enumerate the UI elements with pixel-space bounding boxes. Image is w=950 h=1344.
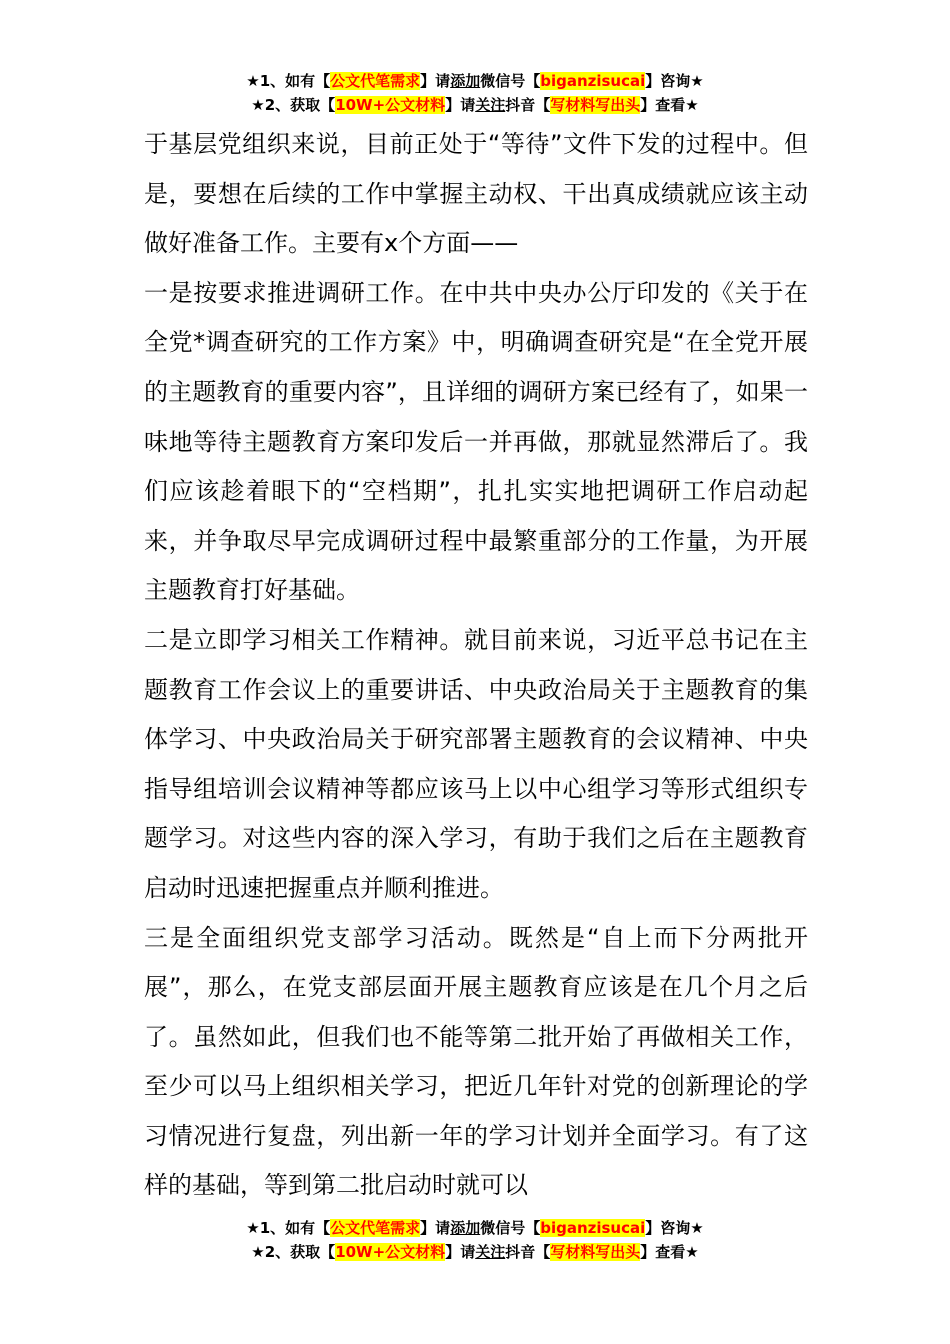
footer-line1-highlight-wechat: biganzisucai: [540, 1219, 646, 1237]
footer-line1-suffix: 】咨询★: [645, 1219, 704, 1237]
paragraph-point-1: 一是按要求推进调研工作。在中共中央办公厅印发的《关于在全党*调查研究的工作方案》中，明确调查研究是“在全党开展的主题教育的重要内容”，且详细的调研方案已经有了，如果一味地等待主题教育方案印发后一并再做，那就显然滞后了。我们应该趁着眼下的“空档期”，扎扎实实地把调研工作启动起来，并争取尽早完成调研过程中最繁重部分的工作量，为开展主题教育打好基础。: [144, 278, 808, 605]
banner-line-1: [0, 69, 950, 93]
footer-line2-highlight-materials: 10W+公文材料: [335, 1243, 446, 1261]
footer-banner-line-1: [0, 1216, 950, 1240]
banner-line1-prefix: ★1、如有【: [246, 72, 331, 90]
banner-line2-highlight-douyin: 写材料写出头: [550, 96, 641, 114]
banner-line2-prefix: ★2、获取【: [251, 96, 336, 114]
footer-line1-prefix: ★1、如有【: [246, 1219, 331, 1237]
footer-line1-mid1: 】请: [420, 1219, 451, 1237]
paragraph-point-3: 三是全面组织党支部学习活动。既然是“自上而下分两批开展”，那么，在党支部层面开展主题教育应该是在几个月之后了。虽然如此，但我们也不能等第二批开始了再做相关工作，至少可以马上组织相关学习，把近几年针对党的创新理论的学习情况进行复盘，列出新一年的学习计划并全面学习。有了这样的基础，等到第二批启动时就可以: [144, 923, 808, 1200]
paragraph-intro: 于基层党组织来说，目前正处于“等待”文件下发的过程中。但是，要想在后续的工作中掌握主动权、干出真成绩就应该主动做好准备工作。主要有x个方面——: [144, 130, 808, 258]
footer-line2-prefix: ★2、获取【: [251, 1243, 336, 1261]
footer-banner-line-2: [0, 1240, 950, 1264]
footer-line2-highlight-douyin: 写材料写出头: [550, 1243, 641, 1261]
footer-line1-highlight-service: 公文代笔需求: [330, 1219, 421, 1237]
banner-line1-underlined: 添加: [450, 72, 481, 90]
banner-line2-underlined: 关注: [475, 96, 506, 114]
banner-line-2: [0, 93, 950, 117]
banner-line1-mid1: 】请: [420, 72, 451, 90]
document-body: [144, 120, 808, 1211]
banner-line1-highlight-wechat: biganzisucai: [540, 72, 646, 90]
banner-line1-mid2: 微信号【: [480, 72, 541, 90]
footer-line2-suffix: 】查看★: [640, 1243, 699, 1261]
footer-line1-underlined: 添加: [450, 1219, 481, 1237]
header-banner: [0, 69, 950, 117]
banner-line1-suffix: 】咨询★: [645, 72, 704, 90]
banner-line1-highlight-service: 公文代笔需求: [330, 72, 421, 90]
banner-line2-highlight-materials: 10W+公文材料: [335, 96, 446, 114]
paragraph-point-2: 二是立即学习相关工作精神。就目前来说，习近平总书记在主题教育工作会议上的重要讲话、中央政治局关于主题教育的集体学习、中央政治局关于研究部署主题教育的会议精神、中央指导组培训会议精神等都应该马上以中心组学习等形式组织专题学习。对这些内容的深入学习，有助于我们之后在主题教育启动时迅速把握重点并顺利推进。: [144, 625, 808, 902]
footer-banner: [0, 1216, 950, 1264]
banner-line2-suffix: 】查看★: [640, 96, 699, 114]
banner-line2-mid2: 抖音【: [505, 96, 551, 114]
footer-line2-mid2: 抖音【: [505, 1243, 551, 1261]
banner-line2-mid1: 】请: [445, 96, 476, 114]
footer-line2-underlined: 关注: [475, 1243, 506, 1261]
footer-line1-mid2: 微信号【: [480, 1219, 541, 1237]
footer-line2-mid1: 】请: [445, 1243, 476, 1261]
